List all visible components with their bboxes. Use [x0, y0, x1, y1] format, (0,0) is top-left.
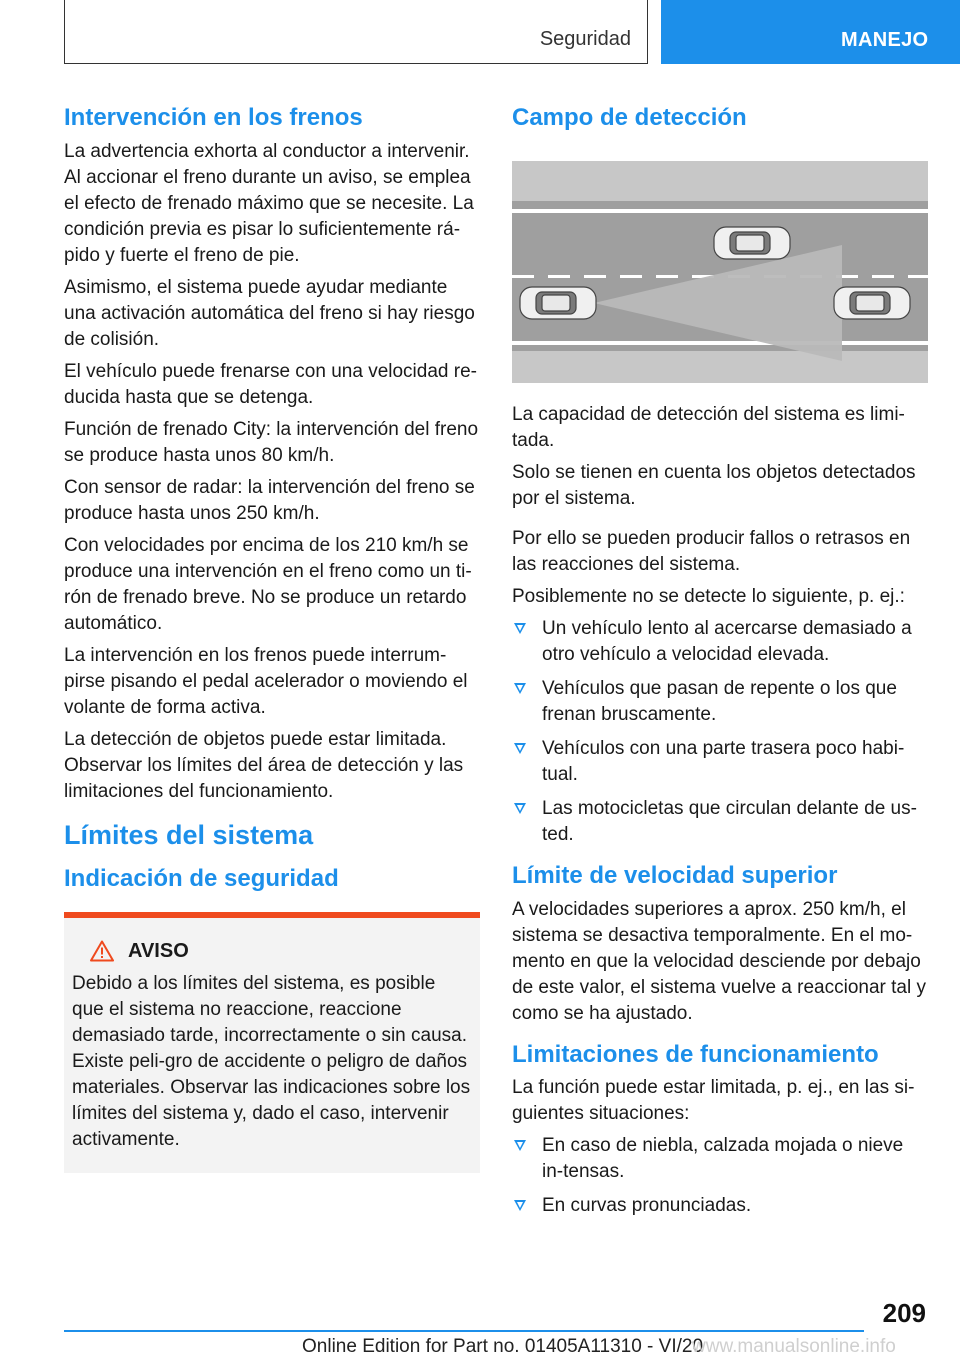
right-column — [512, 100, 928, 1227]
paragraph: La intervención en los frenos puede interrum‐pirse pisando el pedal acelerador o moviendo el volante de forma activa. — [64, 644, 468, 718]
triangle-bullet-icon — [514, 743, 526, 754]
detection-field-illustration — [512, 161, 928, 383]
paragraph: Por ello se pueden producir fallos o retrasos en las reacciones del sistema. — [512, 527, 911, 575]
list-item: En caso de niebla, calzada mojada o nieve in‐tensas. — [512, 1133, 928, 1185]
heading-limite-velocidad: Límite de velocidad superior — [512, 861, 838, 889]
paragraph: La detección de objetos puede estar limitada. Observar los límites del área de detección y las limitaciones del funcionamiento. — [64, 728, 464, 802]
list-not-detected — [512, 616, 928, 848]
paragraph: Asimismo, el sistema puede ayudar mediante una activación automática del freno si hay riesgo de colisión. — [64, 276, 475, 350]
triangle-bullet-icon — [514, 623, 526, 634]
paragraph: Solo se tienen en cuenta los objetos detectados por el sistema. — [512, 461, 916, 509]
heading-limites: Límites del sistema — [64, 819, 314, 850]
list-item: En curvas pronunciadas. — [512, 1193, 928, 1219]
triangle-bullet-icon — [514, 1140, 526, 1151]
footer-edition: Online Edition for Part no. 01405A11310 - VI/20 — [302, 1336, 704, 1357]
footer-divider — [64, 1330, 864, 1332]
paragraph: Posiblemente no se detecte lo siguiente, p. ej.: — [512, 585, 905, 607]
header-chapter-tab — [661, 0, 960, 64]
warning-box — [64, 912, 480, 1173]
header-section-title: Seguridad — [539, 28, 631, 50]
paragraph: El vehículo puede frenarse con una velocidad re‐ducida hasta que se detenga. — [64, 360, 477, 408]
list-item: Las motocicletas que circulan delante de us‐ted. — [512, 796, 928, 848]
list-item: Vehículos que pasan de repente o los que frenan bruscamente. — [512, 676, 928, 728]
heading-campo: Campo de detección — [512, 104, 747, 131]
triangle-bullet-icon — [514, 683, 526, 694]
car-front-same-lane — [834, 287, 910, 319]
paragraph: Con sensor de radar: la intervención del freno se produce hasta unos 250 km/h. — [64, 476, 475, 524]
heading-limitaciones: Limitaciones de funcionamiento — [512, 1040, 879, 1068]
page-number: 209 — [882, 1298, 926, 1328]
list-item: Un vehículo lento al acercarse demasiado a otro vehículo a velocidad elevada. — [512, 616, 928, 668]
paragraph: A velocidades superiores a aprox. 250 km/h, el sistema se desactiva temporalmente. En el mo‐mento en que la velocidad desciende por debajo de este valor, el sistema vuelve a reaccionar tal y como se ha ajustado. — [512, 898, 926, 1024]
paragraph: La advertencia exhorta al conductor a intervenir. Al accionar el freno durante un aviso, se emplea el efecto de frenado máximo que se necesite. La condición previa es pisar lo suficientemente rá‐pido y fuerte el freno de pie. — [64, 140, 474, 266]
list-item: Vehículos con una parte trasera poco habi‐tual. — [512, 736, 928, 788]
car-front-left-lane — [714, 227, 790, 259]
heading-indicacion: Indicación de seguridad — [64, 865, 339, 893]
warning-text: Debido a los límites del sistema, es posible que el sistema no reaccione, reaccione demasiado tarde, incorrectamente o sin causa. Existe peli‐gro de accidente o peligro de daños materiales. Observar las indicaciones sobre los límites del sistema y, dado el caso, intervenir activamente. — [72, 972, 471, 1150]
paragraph: Función de frenado City: la intervención del freno se produce hasta unos 80 km/h. — [64, 418, 479, 466]
heading-intervencion: Intervención en los frenos — [64, 104, 363, 131]
paragraph: La capacidad de detección del sistema es limi‐tada. — [512, 403, 905, 451]
warning-title — [72, 940, 472, 963]
warning-triangle-icon — [90, 940, 114, 962]
paragraph: Con velocidades por encima de los 210 km/h se produce una intervención en el freno como un ti‐rón de frenado breve. No se produce un retardo automático. — [64, 534, 472, 634]
warning-label: AVISO — [128, 939, 189, 962]
header-chapter-title: MANEJO — [841, 29, 929, 51]
triangle-bullet-icon — [514, 803, 526, 814]
car-ego — [520, 287, 596, 319]
header-section-box — [64, 0, 648, 64]
list-limitaciones — [512, 1133, 928, 1219]
paragraph: La función puede estar limitada, p. ej., en las si‐guientes situaciones: — [512, 1077, 915, 1125]
triangle-bullet-icon — [514, 1200, 526, 1211]
footer-watermark: www.manualsonline.info — [692, 1336, 896, 1357]
left-column — [64, 100, 480, 1173]
